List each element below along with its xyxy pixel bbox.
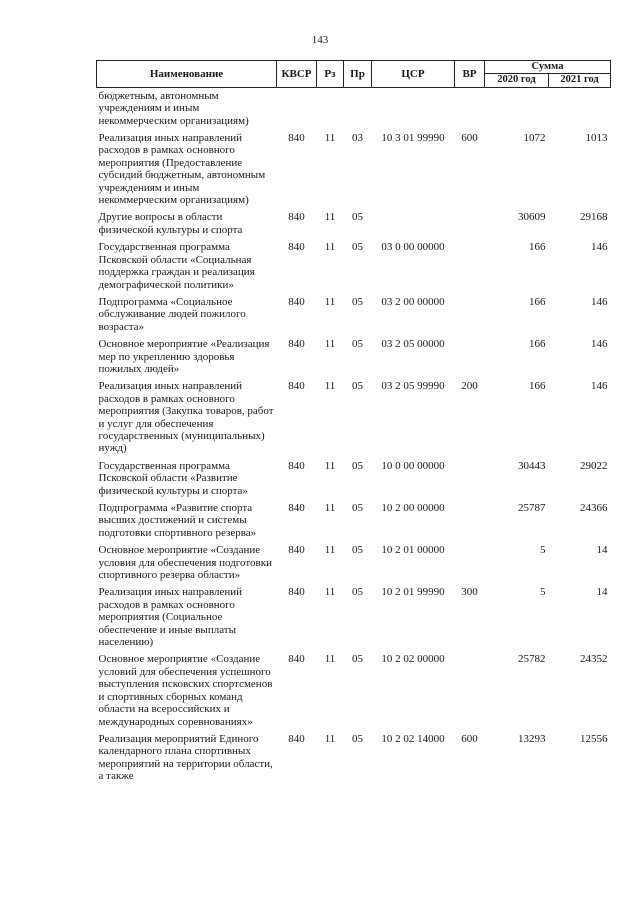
cell-pr: 05 bbox=[352, 586, 363, 599]
cell-name: Реализация иных направлений расходов в рамках основного мероприятия (Закупка товаров, работ и услуг для обеспечения государственных (муниципальных) нужд) bbox=[98, 380, 274, 455]
cell-csr: 03 2 05 99990 bbox=[381, 380, 445, 393]
cell-name: бюджетным, автономным учреждениям и иным некоммерческим организациям) bbox=[98, 89, 249, 127]
cell-kvsr: 840 bbox=[288, 732, 305, 745]
header-2021: 2021 год bbox=[549, 74, 611, 87]
cell-name: Реализация иных направлений расходов в рамках основного мероприятия (Социальное обеспечение и иные выплаты населению) bbox=[98, 586, 243, 649]
cell-y2021: 24352 bbox=[580, 653, 608, 666]
cell-y2021: 14 bbox=[596, 586, 608, 599]
table-row bbox=[97, 731, 611, 786]
cell-rz: 11 bbox=[324, 380, 336, 393]
cell-y2020: 30609 bbox=[518, 211, 546, 224]
cell-csr: 10 2 00 00000 bbox=[381, 502, 445, 514]
cell-vr bbox=[455, 336, 485, 378]
cell-y2020: 166 bbox=[529, 380, 546, 393]
table-row bbox=[97, 87, 611, 130]
cell-y2020: 25787 bbox=[518, 502, 546, 514]
header-kvsr: КВСР bbox=[277, 61, 317, 88]
table-row bbox=[97, 651, 611, 730]
table-row bbox=[97, 584, 611, 651]
cell-pr: 05 bbox=[352, 241, 363, 254]
cell-kvsr: 840 bbox=[288, 338, 305, 351]
header-name: Наименование bbox=[97, 61, 277, 88]
cell-rz bbox=[317, 87, 344, 130]
page-number: 143 bbox=[311, 34, 329, 46]
cell-vr bbox=[455, 239, 485, 294]
cell-y2020 bbox=[485, 87, 549, 130]
cell-vr: 200 bbox=[461, 380, 478, 393]
cell-y2021: 29168 bbox=[580, 211, 608, 224]
cell-y2020: 166 bbox=[529, 295, 546, 308]
table-row bbox=[97, 336, 611, 378]
cell-rz: 11 bbox=[324, 459, 336, 472]
table-row bbox=[97, 239, 611, 294]
cell-csr: 03 2 00 00000 bbox=[381, 295, 445, 308]
cell-kvsr: 840 bbox=[288, 544, 305, 557]
cell-kvsr: 840 bbox=[288, 211, 305, 224]
cell-csr: 10 3 01 99990 bbox=[381, 132, 445, 145]
cell-csr: 03 2 05 00000 bbox=[381, 338, 445, 351]
table-header bbox=[97, 61, 611, 88]
cell-csr bbox=[372, 209, 455, 239]
cell-vr bbox=[455, 294, 485, 336]
cell-name: Подпрограмма «Социальное обслуживание людей пожилого возраста» bbox=[98, 295, 246, 333]
cell-y2020: 166 bbox=[529, 241, 546, 254]
cell-pr: 05 bbox=[352, 295, 363, 308]
table-row bbox=[97, 209, 611, 239]
cell-name: Другие вопросы в области физической культуры и спорта bbox=[98, 211, 243, 236]
header-sum: Сумма bbox=[485, 61, 611, 74]
cell-kvsr: 840 bbox=[288, 502, 305, 514]
cell-rz: 11 bbox=[324, 544, 336, 557]
cell-kvsr: 840 bbox=[288, 241, 305, 254]
cell-name: Государственная программа Псковской области «Развитие физической культуры и спорта» bbox=[98, 459, 248, 497]
cell-y2020: 1072 bbox=[523, 132, 546, 145]
cell-y2020: 30443 bbox=[518, 459, 546, 472]
header-rz: Рз bbox=[317, 61, 344, 88]
cell-rz: 11 bbox=[324, 732, 336, 745]
cell-vr bbox=[455, 458, 485, 500]
cell-rz: 11 bbox=[324, 586, 336, 599]
cell-kvsr: 840 bbox=[288, 653, 305, 666]
cell-y2021: 12556 bbox=[580, 732, 608, 745]
cell-vr bbox=[455, 209, 485, 239]
cell-y2020: 13293 bbox=[518, 732, 546, 745]
budget-table bbox=[96, 60, 611, 786]
cell-y2021: 1013 bbox=[585, 132, 608, 145]
cell-pr: 05 bbox=[352, 338, 363, 351]
cell-rz: 11 bbox=[324, 295, 336, 308]
cell-csr: 03 0 00 00000 bbox=[381, 241, 445, 254]
cell-y2021: 146 bbox=[591, 241, 608, 254]
cell-vr bbox=[455, 87, 485, 130]
cell-rz: 11 bbox=[324, 338, 336, 351]
cell-csr: 10 2 01 99990 bbox=[381, 586, 445, 599]
cell-rz: 11 bbox=[324, 653, 336, 666]
cell-kvsr: 840 bbox=[288, 459, 305, 472]
table-row bbox=[97, 458, 611, 500]
cell-rz: 11 bbox=[324, 241, 336, 254]
cell-pr: 05 bbox=[352, 653, 363, 666]
cell-y2021: 146 bbox=[591, 380, 608, 393]
cell-pr bbox=[344, 87, 372, 130]
cell-rz: 11 bbox=[324, 211, 336, 224]
cell-y2020: 166 bbox=[529, 338, 546, 351]
cell-pr: 05 bbox=[352, 544, 363, 557]
cell-csr bbox=[372, 87, 455, 130]
cell-name: Реализация иных направлений расходов в рамках основного мероприятия (Предоставление субсидий бюджетным, автономным учреждениям и иным некоммерческим организациям) bbox=[98, 132, 266, 207]
cell-name: Государственная программа Псковской области «Социальная поддержка граждан и реализация демографической политики» bbox=[98, 241, 255, 291]
cell-y2021: 24366 bbox=[580, 502, 608, 514]
cell-name: Реализация мероприятий Единого календарного плана спортивных мероприятий на территории области, а также bbox=[98, 732, 273, 783]
cell-y2021: 29022 bbox=[580, 459, 608, 472]
cell-vr: 300 bbox=[461, 586, 478, 599]
cell-kvsr: 840 bbox=[288, 295, 305, 308]
cell-y2021 bbox=[549, 87, 611, 130]
table-body bbox=[97, 87, 611, 785]
cell-y2020: 5 bbox=[540, 586, 546, 599]
header-2020: 2020 год bbox=[485, 74, 549, 87]
table-row bbox=[97, 294, 611, 336]
cell-pr: 05 bbox=[352, 459, 363, 472]
header-vr: ВР bbox=[455, 61, 485, 88]
cell-pr: 05 bbox=[352, 211, 363, 224]
cell-name: Основное мероприятие «Создание условия для обеспечения подготовки спортивного резерва области» bbox=[98, 544, 272, 582]
cell-y2020: 25782 bbox=[518, 653, 546, 666]
cell-csr: 10 2 01 00000 bbox=[381, 544, 445, 557]
cell-y2021: 14 bbox=[596, 544, 608, 557]
cell-kvsr: 840 bbox=[288, 380, 305, 393]
cell-pr: 03 bbox=[352, 132, 363, 145]
table-row bbox=[97, 500, 611, 542]
cell-name: Подпрограмма «Развитие спорта высших достижений и системы подготовки спортивного резерва» bbox=[98, 502, 257, 539]
cell-pr: 05 bbox=[352, 732, 363, 745]
cell-name: Основное мероприятие «Реализация мер по укреплению здоровья пожилых людей» bbox=[98, 338, 270, 375]
cell-rz: 11 bbox=[324, 502, 336, 514]
cell-csr: 10 2 02 00000 bbox=[381, 653, 445, 666]
header-pr: Пр bbox=[344, 61, 372, 88]
cell-kvsr bbox=[277, 87, 317, 130]
cell-vr bbox=[455, 500, 485, 542]
cell-y2021: 146 bbox=[591, 295, 608, 308]
cell-y2020: 5 bbox=[540, 544, 546, 557]
cell-kvsr: 840 bbox=[288, 132, 305, 145]
table-row bbox=[97, 378, 611, 457]
cell-csr: 10 0 00 00000 bbox=[381, 459, 445, 472]
cell-vr bbox=[455, 651, 485, 730]
cell-pr: 05 bbox=[352, 502, 363, 514]
cell-vr bbox=[455, 542, 485, 584]
header-csr: ЦСР bbox=[372, 61, 455, 88]
cell-name: Основное мероприятие «Создание условий для обеспечения успешного выступления псковских спортсменов и спортивных сборных команд области на всероссийских и международных соревнованиях» bbox=[98, 653, 273, 728]
table-row bbox=[97, 130, 611, 209]
cell-vr: 600 bbox=[461, 732, 478, 745]
cell-rz: 11 bbox=[324, 132, 336, 145]
cell-kvsr: 840 bbox=[288, 586, 305, 599]
cell-y2021: 146 bbox=[591, 338, 608, 351]
table-row bbox=[97, 542, 611, 584]
cell-vr: 600 bbox=[461, 132, 478, 145]
cell-csr: 10 2 02 14000 bbox=[381, 732, 445, 745]
cell-pr: 05 bbox=[352, 380, 363, 393]
